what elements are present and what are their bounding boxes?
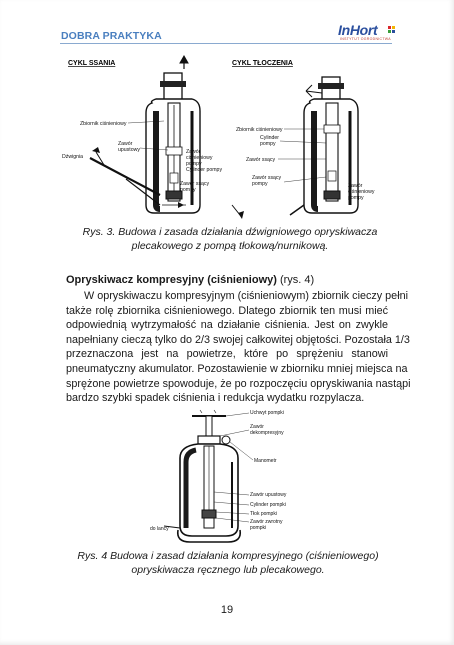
label-pressure-tank-right: Zbiornik ciśnieniowy — [236, 127, 283, 133]
label-suction-valve-pump-right: Zawór ssący — [252, 175, 282, 181]
label-check-valve: Zawór zwrotny — [250, 519, 283, 525]
paragraph-line: W opryskiwaczu kompresyjnym (ciśnieniowym) zbiornik cieczy pełni — [84, 290, 408, 302]
label-pressure-valve-pump-right-3: pompy — [348, 195, 364, 201]
label-suction-valve-left: Zawór — [118, 141, 133, 147]
panel-title-pressure: CYKL TŁOCZENIA — [232, 60, 293, 67]
label-manometer: Manometr — [254, 458, 277, 464]
label-pressure-valve-pump-right-2: ciśnieniowy — [348, 189, 375, 195]
label-check-valve-2: pompki — [250, 525, 267, 531]
label-decompression-valve-2: dekompresyjny — [250, 430, 284, 436]
label-pump-cylinder-right: Cylinder — [260, 135, 280, 141]
logo-square-green — [388, 30, 391, 33]
logo-subtext: INSTYTUT OGRODNICTWA — [340, 37, 391, 41]
paragraph-line: sprężone powietrze spowoduje, że po rozpoczęciu opryskiwania nastąpi — [66, 377, 411, 390]
label-pressure-valve-pump-left-2: ciśnieniowy — [186, 155, 213, 161]
inhort-logo — [338, 22, 398, 42]
logo-square-red — [388, 26, 391, 29]
label-suction-valve-left-2: upustowy — [118, 147, 140, 153]
page-number: 19 — [220, 604, 234, 616]
logo-text: InHort — [338, 22, 378, 38]
paragraph-line: pneumatyczny akumulator. Pozostawienie w zbiorniku mniej miejsca na — [66, 362, 408, 375]
header-title: DOBRA PRAKTYKA — [61, 30, 162, 42]
paragraph-line: odpowiednią wytrzymałość na działanie ciśnienia. Jest on zwykle — [66, 319, 388, 332]
figure2-caption-line1: Rys. 4 Budowa i zasad działania kompresyjnego (ciśnieniowego) — [77, 550, 379, 562]
label-pressure-valve-pump-right: Zawór — [348, 183, 363, 189]
label-to-lance: do lancy — [150, 526, 169, 532]
section-title — [66, 274, 314, 286]
label-pump-cylinder: Cylinder pompki — [250, 502, 286, 508]
logo-square-blue — [392, 30, 395, 33]
label-lever: Dźwignia — [62, 154, 84, 160]
label-pressure-valve-pump-left: Zawór — [186, 149, 201, 155]
panel-title-suction: CYKL SSANIA — [68, 60, 116, 67]
label-suction-valve-pump-right-2: pompy — [252, 181, 268, 187]
figure2-caption — [58, 549, 398, 577]
label-pump-piston: Tłok pompki — [250, 511, 277, 517]
figure1-caption — [60, 225, 400, 253]
section-title-bold: Opryskiwacz kompresyjny (ciśnieniowy) — [66, 274, 277, 286]
label-decompression-valve: Zawór — [250, 424, 264, 430]
section-title-rest: (rys. 4) — [276, 274, 315, 286]
header-rule — [60, 43, 392, 44]
label-pressure-tank-left: Zbiornik ciśnieniowy — [80, 121, 127, 127]
label-pump-cylinder-right-2: pompy — [260, 141, 276, 147]
figure1-caption-line2: plecakowego z pompą tłokową/nurnikową. — [131, 240, 329, 252]
right-sprayer-drawing — [232, 77, 358, 219]
label-suction-valve-pump-left-2: pompy — [180, 187, 196, 193]
figure-compression-sprayer-diagram — [150, 406, 320, 556]
figure2-caption-line2: opryskiwacza ręcznego lub plecakowego. — [131, 564, 325, 576]
label-pump-cylinder-left: Cylinder pompy — [186, 167, 223, 173]
paragraph-line: przeznaczona jest na powietrze, które po sprężeniu stanowi — [66, 348, 388, 361]
figure1-caption-line1: Rys. 3. Budowa i zasada działania dźwigniowego opryskiwacza — [82, 226, 378, 238]
label-suction-valve-right: Zawór ssący — [246, 157, 276, 163]
compression-sprayer-drawing — [164, 410, 240, 542]
label-release-valve: Zawór upustowy — [250, 492, 287, 498]
logo-square-yellow — [392, 26, 395, 29]
label-pressure-valve-pump-left-3: pompy — [186, 161, 202, 167]
label-suction-valve-pump-left: Zawór ssący — [180, 181, 210, 187]
label-pump-handle: Uchwyt pompki — [250, 410, 284, 416]
paragraph-line: bardzo szybki spadek ciśnienia i redukcja wydatku rozpylacza. — [66, 392, 365, 405]
figure-lever-sprayer-diagram — [60, 55, 390, 220]
paragraph-line: napełniany cieczą tylko do 2/3 swojej całkowitej objętości. Pozostała 1/3 — [66, 333, 410, 346]
section-paragraph — [66, 289, 411, 406]
paragraph-line: także rolę zbiornika ciśnieniowego. Dlatego zbiornik ten musi mieć — [66, 304, 388, 317]
